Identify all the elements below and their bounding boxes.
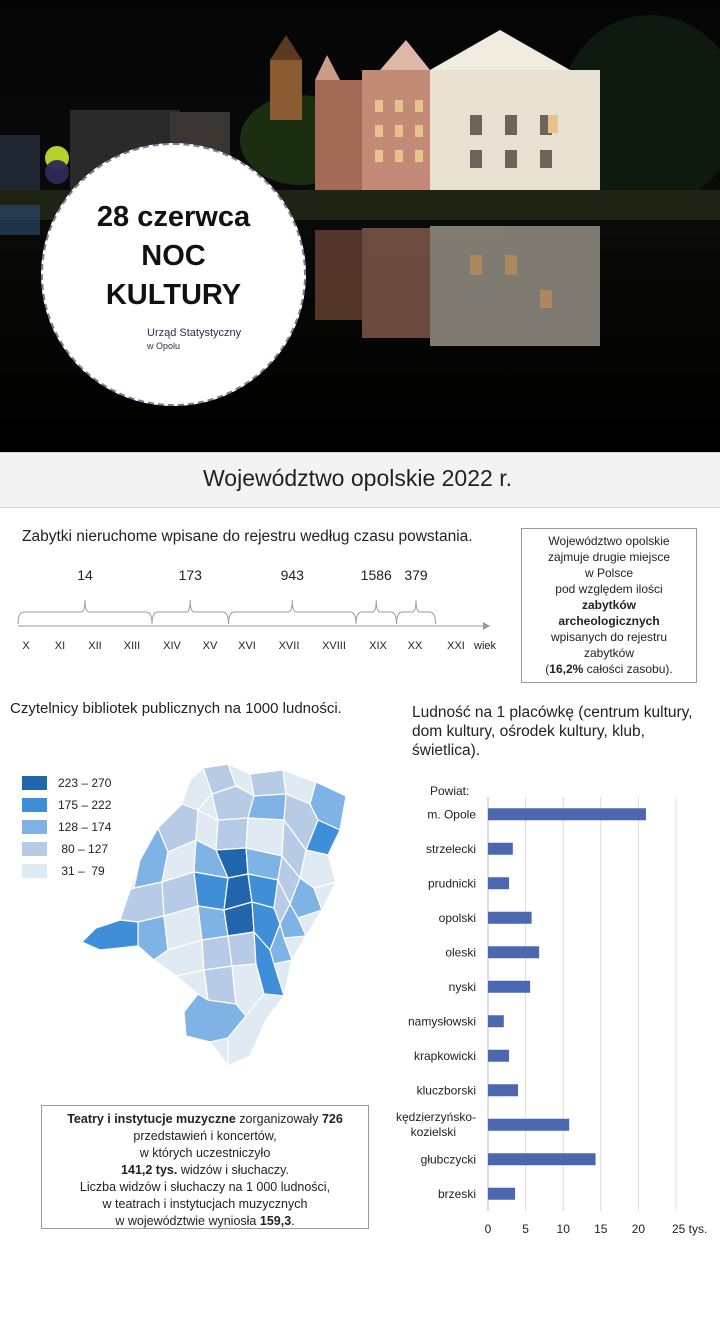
theatre-text: zorganizowały: [235, 1112, 322, 1126]
century-label: XX: [407, 640, 423, 652]
map-area: [82, 920, 138, 950]
bar: [488, 1153, 596, 1165]
category-label: brzeski: [437, 1186, 476, 1201]
info-line: pod względem ilości: [555, 582, 663, 596]
century-label: XIII: [123, 640, 141, 652]
map-area: [120, 882, 164, 922]
theatre-bold: 726: [321, 1112, 343, 1126]
bar: [488, 877, 509, 889]
theatre-text: w województwie wyniosła: [115, 1214, 260, 1228]
x-tick-label: 25 tys.: [672, 1222, 708, 1236]
period-count: 14: [77, 567, 93, 583]
theatre-line: w teatrach i instytucjach muzycznych: [102, 1197, 308, 1211]
bar: [488, 808, 646, 820]
badge-title-line: NOC: [141, 240, 206, 272]
bar: [488, 912, 532, 924]
category-label: m. Opole: [427, 807, 476, 822]
info-line: Województwo opolskie: [548, 534, 670, 548]
category-label: kędzierzyńsko-kozielski: [395, 1109, 476, 1139]
bar: [488, 981, 530, 993]
page-title: Województwo opolskie 2022 r.: [203, 465, 512, 491]
x-tick-label: 15: [594, 1222, 608, 1236]
legend-label: 128 – 174: [58, 820, 112, 834]
circles-logo-icon: [43, 145, 73, 185]
timeline-arrow: [483, 622, 490, 630]
archaeology-info-box: [521, 528, 697, 683]
bar: [488, 1015, 504, 1027]
category-label: strzelecki: [425, 841, 476, 856]
bar: [488, 843, 513, 855]
category-label: namysłowski: [407, 1014, 476, 1029]
theatre-bold: 141,2 tys.: [121, 1163, 178, 1177]
legend-swatch: [22, 864, 47, 878]
bar: [488, 1188, 515, 1200]
period-bracket: [152, 600, 229, 624]
chart-title: Ludność na 1 placówkę (centrum kultury, dom kultury, ośrodek kultury, klub, świetlica).: [412, 704, 693, 759]
info-paren: (: [545, 662, 550, 676]
logo-city: w Opolu: [147, 341, 181, 351]
theatre-line: [42, 1162, 368, 1179]
title-bar: [0, 452, 720, 508]
map-area: [228, 932, 256, 966]
theatre-text: widzów i słuchaczy.: [177, 1163, 289, 1177]
x-tick-label: 20: [631, 1222, 646, 1236]
info-line: zabytków: [583, 646, 635, 660]
legend-label: 223 – 270: [58, 776, 112, 790]
x-tick-label: 10: [556, 1222, 570, 1236]
info-line: w Polsce: [584, 566, 634, 580]
category-label: krapkowicki: [413, 1048, 476, 1063]
map-title: Czytelnicy bibliotek publicznych na 1000 ludności.: [10, 700, 342, 717]
info-line: [522, 661, 696, 677]
x-tick-label: 0: [484, 1222, 492, 1236]
period-count: 173: [178, 567, 202, 583]
theatre-line: w których uczestniczyło: [139, 1146, 271, 1160]
century-label: XI: [54, 640, 66, 652]
theatre-bold: Teatry i instytucje muzyczne: [67, 1112, 236, 1126]
category-label: nyski: [448, 979, 476, 994]
legend-swatch: [22, 842, 47, 856]
info-pct-rest: całości zasobu).: [583, 662, 673, 676]
theatre-line: Liczba widzów i słuchaczy na 1 000 ludności,: [79, 1180, 331, 1194]
monuments-timeline: [0, 560, 505, 660]
century-label: XII: [88, 640, 102, 652]
badge-date: 28 czerwca: [96, 201, 251, 233]
category-label: oleski: [445, 945, 476, 960]
bar: [488, 1084, 518, 1096]
period-count: 379: [404, 567, 428, 583]
legend-label: 175 – 222: [58, 798, 112, 812]
century-label: XXI: [447, 640, 465, 652]
info-percent: 16,2%: [549, 662, 584, 676]
map-area: [248, 794, 286, 820]
period-bracket: [356, 600, 397, 624]
info-line: zajmuje drugie miejsce: [547, 550, 671, 564]
bar: [488, 946, 539, 958]
category-label: głubczycki: [420, 1152, 476, 1167]
century-label: XIV: [163, 640, 181, 652]
category-label: prudnicki: [427, 876, 476, 891]
legend-swatch: [22, 798, 47, 812]
theatre-line: [42, 1213, 368, 1230]
period-bracket: [397, 600, 436, 624]
hero-photo: [0, 0, 720, 452]
info-bold-line: archeologicznych: [558, 614, 660, 628]
bar: [488, 1050, 509, 1062]
theatre-line: [42, 1111, 368, 1128]
choropleth-map: [78, 760, 353, 1070]
event-badge: [41, 143, 306, 406]
century-label: X: [22, 640, 30, 652]
map-area: [202, 936, 232, 970]
legend-label: 31 – 79: [58, 864, 105, 878]
period-count: 1586: [360, 567, 392, 583]
category-label: kluczborski: [416, 1083, 476, 1098]
legend-swatch: [22, 820, 47, 834]
map-area: [194, 872, 228, 910]
period-bracket: [229, 600, 357, 624]
period-bracket: [18, 600, 152, 624]
century-label: XVI: [238, 640, 256, 652]
map-area: [176, 970, 208, 1000]
info-line: wpisanych do rejestru: [550, 630, 668, 644]
century-label: XVII: [278, 640, 300, 652]
badge-title-line: KULTURY: [105, 279, 242, 311]
legend-label: 80 – 127: [58, 842, 109, 856]
period-count: 943: [280, 567, 304, 583]
map-area: [216, 818, 248, 850]
theatre-line: przedstawień i koncertów,: [133, 1129, 277, 1143]
category-label: opolski: [438, 910, 476, 925]
logo-name: Urząd Statystyczny: [147, 327, 242, 339]
legend-swatch: [22, 776, 47, 790]
timeline-title: Zabytki nieruchome wpisane do rejestru według czasu powstania.: [22, 528, 473, 545]
x-tick-label: 5: [522, 1222, 529, 1236]
theatre-text: .: [291, 1214, 295, 1228]
century-label: XVIII: [322, 640, 346, 652]
century-label: XV: [202, 640, 218, 652]
theatre-info-box: [41, 1105, 369, 1229]
theatre-bold: 159,3: [259, 1214, 292, 1228]
century-label: XIX: [369, 640, 387, 652]
bar: [488, 1119, 569, 1131]
timeline-unit: wiek: [474, 640, 497, 652]
info-bold-line: zabytków: [581, 598, 636, 612]
map-area: [250, 770, 286, 796]
map-area: [198, 906, 228, 940]
bar-chart: [380, 775, 720, 1240]
category-axis-title: Powiat:: [430, 784, 470, 798]
map-area: [204, 966, 236, 1004]
